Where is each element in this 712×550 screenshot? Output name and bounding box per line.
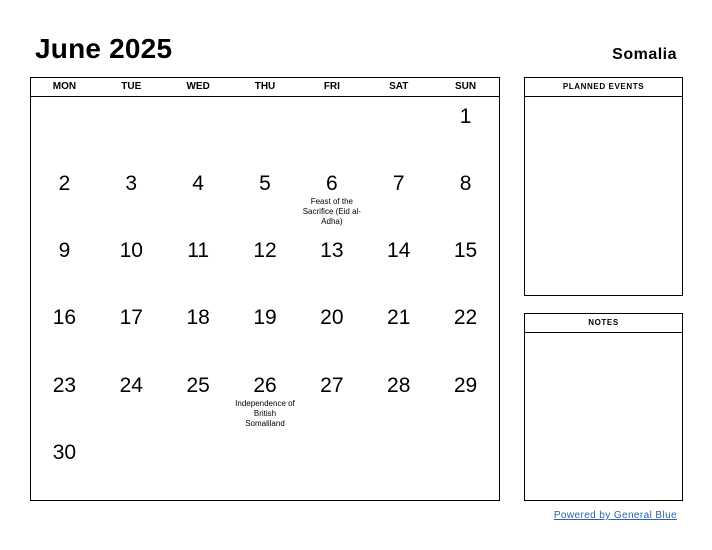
empty-day-cell (165, 97, 232, 164)
country-name: Somalia (612, 46, 677, 63)
day-cell (298, 298, 365, 365)
day-number: 23 (52, 373, 77, 397)
day-number: 6 (326, 172, 338, 196)
day-cell (165, 231, 232, 298)
day-cell (98, 298, 165, 365)
notes-panel (524, 313, 683, 501)
day-cell (98, 231, 165, 298)
day-number: 30 (52, 440, 77, 464)
empty-day-cell (232, 97, 299, 164)
day-cell (31, 433, 98, 500)
day-cell (298, 164, 365, 231)
weekday-mon: MON (52, 81, 77, 92)
holiday-label: Feast of the Sacrifice (Eid al-Adha) (302, 197, 361, 227)
day-number: 29 (453, 373, 478, 397)
day-cell (365, 164, 432, 231)
day-number: 22 (453, 306, 478, 330)
day-cell (31, 164, 98, 231)
empty-day-cell (298, 97, 365, 164)
day-number: 24 (119, 373, 143, 397)
day-cell (298, 366, 365, 433)
day-number: 13 (320, 239, 344, 263)
day-cell (432, 231, 499, 298)
day-number: 25 (186, 373, 210, 397)
day-cell (432, 97, 499, 164)
empty-day-cell (31, 97, 98, 164)
day-cell (98, 366, 165, 433)
day-cell (365, 298, 432, 365)
day-number: 19 (253, 306, 277, 330)
day-number: 18 (186, 306, 210, 330)
planned-events-heading: PLANNED EVENTS (525, 78, 682, 97)
day-cell (298, 231, 365, 298)
day-cell (165, 164, 232, 231)
weekday-sun: SUN (455, 81, 477, 92)
powered-by-link[interactable]: Powered by General Blue (553, 510, 677, 521)
day-cell (365, 366, 432, 433)
day-number: 8 (459, 172, 472, 196)
day-cell (432, 366, 499, 433)
day-cell (232, 298, 299, 365)
day-cell (165, 298, 232, 365)
day-cell (365, 231, 432, 298)
day-number: 15 (453, 239, 478, 263)
day-number: 27 (320, 373, 344, 397)
day-number: 4 (192, 172, 204, 196)
day-cell (232, 164, 299, 231)
day-number: 21 (387, 306, 411, 330)
day-number: 17 (119, 306, 143, 330)
day-cell (98, 164, 165, 231)
day-number: 28 (387, 373, 411, 397)
weekday-fri: FRI (323, 81, 340, 92)
day-number: 3 (125, 172, 138, 196)
weekday-thu: THU (254, 81, 276, 92)
day-cell (31, 231, 98, 298)
day-number: 16 (52, 306, 77, 330)
notes-heading: NOTES (525, 314, 682, 333)
day-cell (432, 298, 499, 365)
day-number: 26 (253, 373, 277, 397)
weekday-tue: TUE (121, 81, 142, 92)
day-cell (31, 298, 98, 365)
month-title: June 2025 (35, 33, 173, 64)
day-number: 14 (387, 239, 411, 263)
weekday-header (31, 78, 499, 97)
weekday-wed: WED (186, 81, 210, 92)
calendar-grid (30, 77, 500, 501)
planned-events-panel (524, 77, 683, 296)
day-cell (232, 231, 299, 298)
day-number: 2 (58, 172, 71, 196)
day-number: 20 (320, 306, 344, 330)
day-grid (31, 97, 499, 500)
day-number: 11 (187, 239, 210, 263)
day-cell (31, 366, 98, 433)
day-number: 1 (459, 105, 472, 128)
empty-day-cell (98, 97, 165, 164)
day-number: 10 (119, 239, 143, 263)
day-cell (165, 366, 232, 433)
holiday-label: Independence of British Somaliland (235, 398, 295, 428)
day-cell (232, 366, 299, 433)
day-number: 12 (253, 239, 277, 263)
day-number: 9 (58, 239, 71, 263)
day-number: 7 (392, 172, 405, 196)
empty-day-cell (365, 97, 432, 164)
day-cell (432, 164, 499, 231)
day-number: 5 (259, 172, 271, 196)
weekday-sat: SAT (389, 81, 409, 92)
